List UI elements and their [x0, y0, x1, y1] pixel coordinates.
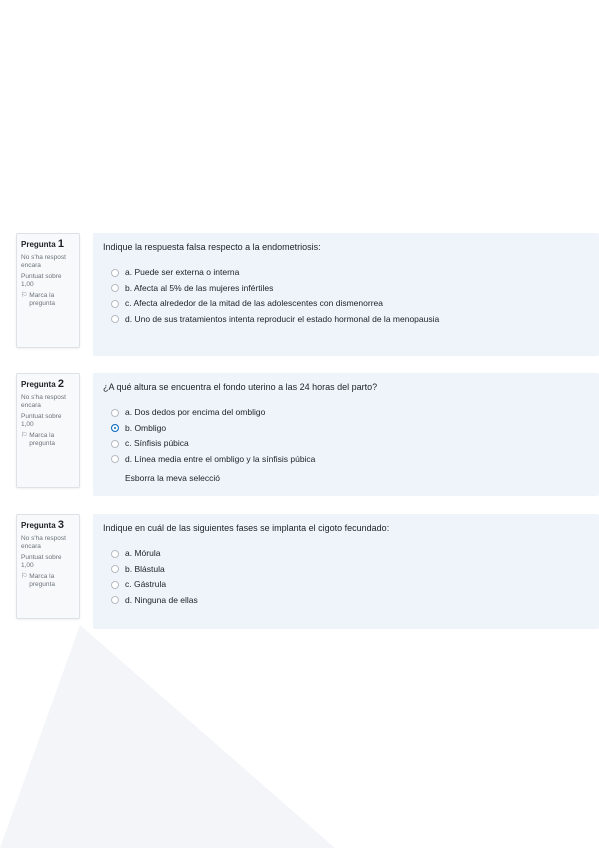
- radio-button[interactable]: [111, 565, 119, 573]
- radio-button[interactable]: [111, 315, 119, 323]
- radio-button[interactable]: [111, 596, 119, 604]
- question-content: [93, 373, 599, 496]
- question-state: No s'ha respost encara: [21, 254, 66, 269]
- question-content: [93, 233, 599, 356]
- question-grade: Puntuat sobre 1,00: [21, 554, 62, 569]
- question-info: [16, 514, 80, 619]
- answer-option-b[interactable]: b. Blástula: [111, 564, 587, 575]
- flag-question-button[interactable]: ⚐ Marca la pregunta: [21, 432, 55, 447]
- question-number: Pregunta 3: [21, 519, 65, 531]
- radio-button-selected[interactable]: [111, 424, 119, 432]
- question-content: [93, 514, 599, 629]
- answer-option-d[interactable]: d. Uno de sus tratamientos intenta reproducir el estado hormonal de la menopausia: [111, 314, 587, 325]
- question-grade: Puntuat sobre 1,00: [21, 273, 62, 288]
- answer-option-c[interactable]: c. Sínfisis púbica: [111, 438, 587, 449]
- answer-option-a[interactable]: a. Mórula: [111, 548, 587, 559]
- flag-question-button[interactable]: ⚐ Marca la pregunta: [21, 573, 55, 588]
- answer-option-b[interactable]: b. Ombligo: [111, 423, 587, 434]
- answer-option-b[interactable]: b. Afecta al 5% de las mujeres infértiles: [111, 283, 587, 294]
- answer-option-a[interactable]: a. Dos dedos por encima del ombligo: [111, 407, 587, 418]
- question-info: [16, 233, 80, 348]
- answer-option-c[interactable]: c. Gástrula: [111, 579, 587, 590]
- question-state: No s'ha respost encara: [21, 394, 66, 409]
- question-text: Indique la respuesta falsa respecto a la endometriosis:: [103, 242, 321, 252]
- radio-button[interactable]: [111, 300, 119, 308]
- question-text: Indique en cuál de las siguientes fases se implanta el cigoto fecundado:: [103, 523, 390, 533]
- flag-icon: ⚐: [21, 292, 28, 299]
- question-number: Pregunta 2: [21, 378, 65, 390]
- answer-option-d[interactable]: d. Ninguna de ellas: [111, 595, 587, 606]
- radio-button[interactable]: [111, 455, 119, 463]
- radio-button[interactable]: [111, 284, 119, 292]
- answer-option-d[interactable]: d. Línea media entre el ombligo y la sínfisis púbica: [111, 454, 587, 465]
- radio-button[interactable]: [111, 550, 119, 558]
- radio-button[interactable]: [111, 409, 119, 417]
- clear-selection-link[interactable]: Esborra la meva selecció: [125, 472, 220, 483]
- question-text: ¿A qué altura se encuentra el fondo uterino a las 24 horas del parto?: [103, 382, 378, 392]
- flag-question-button[interactable]: ⚐ Marca la pregunta: [21, 292, 55, 307]
- question-info: [16, 373, 80, 488]
- answer-option-a[interactable]: a. Puede ser externa o interna: [111, 267, 587, 278]
- answer-option-c[interactable]: c. Afecta alrededor de la mitad de las adolescentes con dismenorrea: [111, 298, 587, 309]
- radio-button[interactable]: [111, 581, 119, 589]
- radio-button[interactable]: [111, 440, 119, 448]
- question-state: No s'ha respost encara: [21, 535, 66, 550]
- radio-button[interactable]: [111, 269, 119, 277]
- question-grade: Puntuat sobre 1,00: [21, 413, 62, 428]
- flag-icon: ⚐: [21, 573, 28, 580]
- flag-icon: ⚐: [21, 432, 28, 439]
- question-number: Pregunta 1: [21, 238, 65, 250]
